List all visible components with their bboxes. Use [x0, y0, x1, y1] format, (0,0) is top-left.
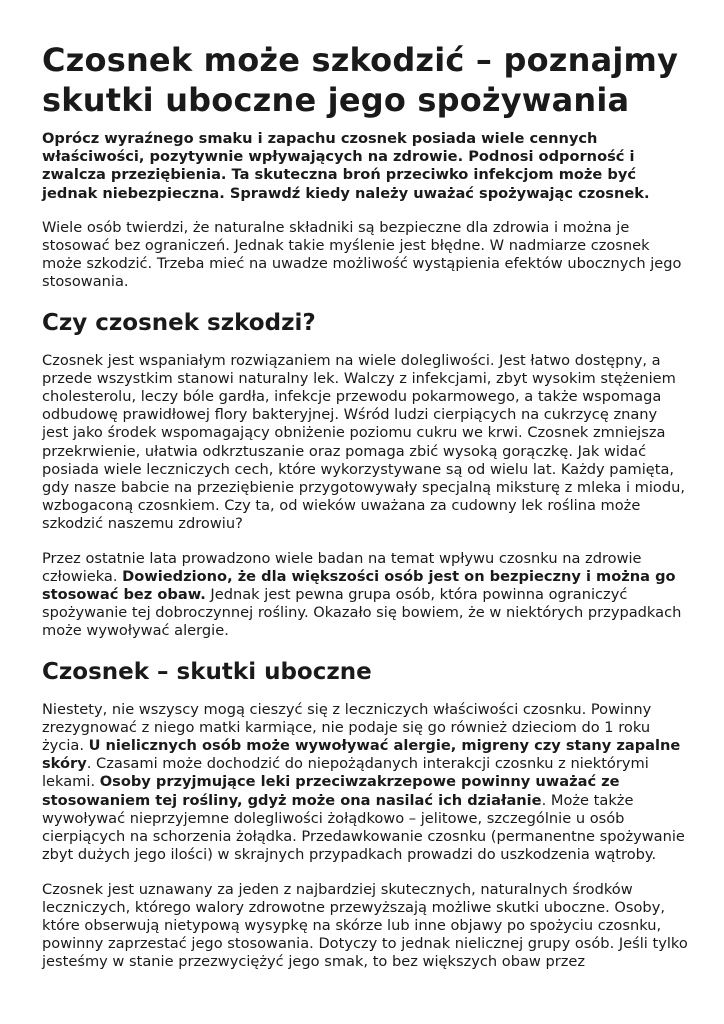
- section1-paragraph-1: Czosnek jest wspaniałym rozwiązaniem na wiele dolegliwości. Jest łatwo dostępny, a przede wszystkim stanowi naturalny lek. Walczy z infekcjami, zbyt wysokim stężeniem cholesterolu, leczy bóle gardła, infekcje przewodu pokarmowego, a także wspomaga odbudowę prawidłowej flory bakteryjnej. Wśród ludzi cierpiących na cukrzycę znany jest jako środek wspomagający obniżenie poziomu cukru we krwi. Czosnek zmniejsza przekrwienie, ułatwia odkrztuszanie oraz pomaga zbić wysoką gorączkę. Jak widać posiada wiele leczniczych cech, które wykorzystywane są od wielu lat. Każdy pamięta, gdy nasze babcie na przeziębienie przygotowywały specjalną miksturę z mleka i miodu, wzbogaconą czosnkiem. Czy ta, od wieków uważana za cudowny lek roślina może szkodzić naszemu zdrowiu?: [42, 351, 686, 533]
- section1-paragraph-2: [42, 550, 688, 641]
- section-heading-czy-szkodzi: Czy czosnek szkodzi?: [42, 309, 316, 336]
- section-heading-skutki-uboczne: Czosnek – skutki uboczne: [42, 658, 372, 685]
- bold-text-run: U nielicznych osób może wywoływać alergie, migreny czy stany zapalne skóry: [42, 737, 681, 773]
- text-run: Niestety, nie wszyscy mogą cieszyć się z leczniczych właściwości czosnku. Powinny zrezygnować z niego matki karmiące, nie podaje się go również dzieciom do 1 roku życia.: [42, 700, 652, 755]
- text-run: . Może także wywoływać nieprzyjemne dolegliwości żołądkowo – jelitowe, szczególnie u osób cierpiących na schorzenia żołądka. Przedawkowanie czosnku (permanentne spożywanie zbyt dużych jego ilości) w skrajnych przypadkach prowadzi do uszkodzenia wątroby.: [42, 791, 685, 864]
- bold-text-run: Dowiedziono, że dla większości osób jest on bezpieczny i można go stosować bez obaw.: [42, 567, 676, 604]
- text-run: . Czasami może dochodzić do niepożądanych interakcji czosnku z niektórymi lekami.: [42, 755, 649, 791]
- text-run: Przez ostatnie lata prowadzono wiele badan na temat wpływu czosnku na zdrowie człowieka.: [42, 549, 642, 585]
- page-title: Czosnek może szkodzić – poznajmy skutki uboczne jego spożywania: [42, 41, 679, 119]
- section2-paragraph-1: [42, 701, 688, 865]
- text-run: Jednak jest pewna grupa osób, która powinna ograniczyć spożywanie tej dobroczynnej rośliny. Okazało się bowiem, że w niektórych przypadkach może wywoływać alergie.: [42, 586, 682, 640]
- intro-paragraph: Wiele osób twierdzi, że naturalne składniki są bezpieczne dla zdrowia i można je stosować bez ograniczeń. Jednak takie myślenie jest błędne. W nadmiarze czosnek może szkodzić. Trzeba mieć na uwadze możliwość wystąpienia efektów ubocznych jego stosowania.: [42, 218, 682, 291]
- bold-text-run: Osoby przyjmujące leki przeciwzakrzepowe powinny uważać ze stosowaniem tej rośliny, gdyż może ona nasilać ich działanie: [42, 773, 620, 809]
- lead-paragraph: Oprócz wyraźnego smaku i zapachu czosnek posiada wiele cennych właściwości, pozytywnie wpływających na zdrowie. Podnosi odporność i zwalcza przeziębienia. Ta skuteczna broń przeciwko infekcjom może być jednak niebezpieczna. Sprawdź kiedy należy uważać spożywając czosnek.: [42, 130, 650, 202]
- section2-paragraph-2: Czosnek jest uznawany za jeden z najbardziej skutecznych, naturalnych środków leczniczych, którego walory zdrowotne przewyższają możliwe skutki uboczne. Osoby, które obserwują nietypową wysypkę na skórze lub inne objawy po spożyciu czosnku, powinny zaprzestać jego stosowania. Dotyczy to jednak nielicznej grupy osób. Jeśli tylko jesteśmy w stanie przezwyciężyć jego smak, to bez większych obaw przez: [42, 880, 688, 971]
